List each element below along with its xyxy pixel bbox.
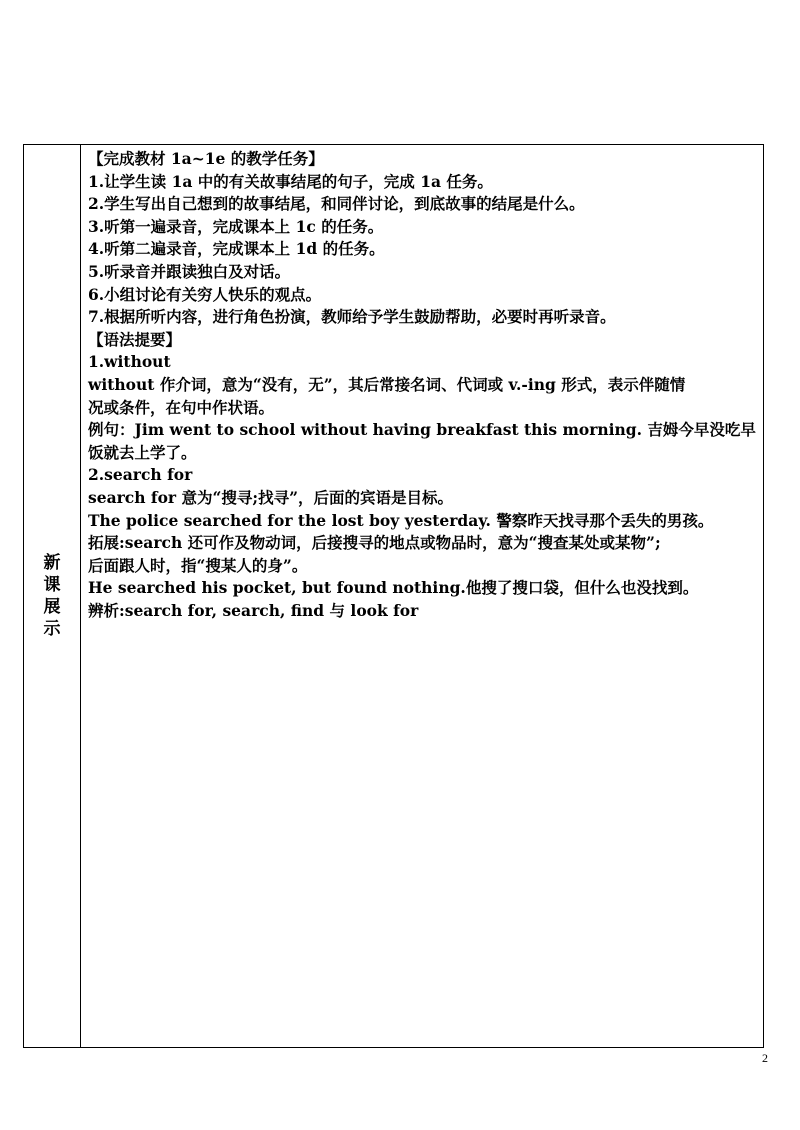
- lesson-table: [23, 144, 764, 1048]
- example-sentence: 饭就去上学了。: [88, 442, 197, 462]
- section-label-char: 展: [43, 597, 61, 617]
- task-item: 1.让学生读 1a 中的有关故事结尾的句子，完成 1a 任务。: [88, 171, 493, 191]
- task-item: 7.根据所听内容，进行角色扮演，教师给予学生鼓励帮助，必要时再听录音。: [88, 307, 616, 327]
- example-sentence: He searched his pocket, but found nothing.他搜了搜口袋，但什么也没找到。: [88, 578, 699, 598]
- grammar-heading: 【语法提要】: [88, 329, 182, 349]
- page-number: 2: [762, 1051, 768, 1065]
- example-sentence: The police searched for the lost boy yesterday. 警察昨天找寻那个丢失的男孩。: [88, 510, 714, 530]
- task-item: 2.学生写出自己想到的故事结尾，和同伴讨论，到底故事的结尾是什么。: [88, 194, 585, 214]
- section-label-char: 示: [43, 619, 61, 639]
- section-label-char: 课: [43, 575, 61, 595]
- task-heading: 【完成教材 1a~1e 的教学任务】: [88, 149, 324, 168]
- grammar-text: 拓展:search 还可作及物动词，后接搜寻的地点或物品时，意为“搜查某处或某物”;: [88, 533, 661, 553]
- task-item: 3.听第一遍录音，完成课本上 1c 的任务。: [88, 216, 384, 236]
- grammar-text: search for 意为“搜寻;找寻”，后面的宾语是目标。: [88, 487, 454, 507]
- content-cell: [81, 145, 763, 1047]
- example-sentence: 例句：Jim went to school without having breakfast this morning. 吉姆今早没吃早: [88, 420, 756, 440]
- grammar-text: without 作介词，意为“没有，无”，其后常接名词、代词或 v.-ing 形式，表示伴随情: [88, 374, 686, 394]
- task-item: 4.听第二遍录音，完成课本上 1d 的任务。: [88, 239, 385, 259]
- grammar-point-title: 1.without: [88, 352, 171, 372]
- task-item: 6.小组讨论有关穷人快乐的观点。: [88, 284, 322, 304]
- grammar-text: 辨析:search for, search, find 与 look for: [88, 600, 419, 620]
- section-label-cell: [24, 145, 81, 1047]
- section-label-char: 新: [43, 553, 61, 573]
- grammar-point-title: 2.search for: [88, 465, 193, 485]
- section-label: [44, 552, 61, 640]
- task-item: 5.听录音并跟读独白及对话。: [88, 261, 291, 281]
- grammar-text: 后面跟人时，指“搜某人的身”。: [88, 555, 308, 575]
- grammar-text: 况或条件，在句中作状语。: [88, 397, 275, 417]
